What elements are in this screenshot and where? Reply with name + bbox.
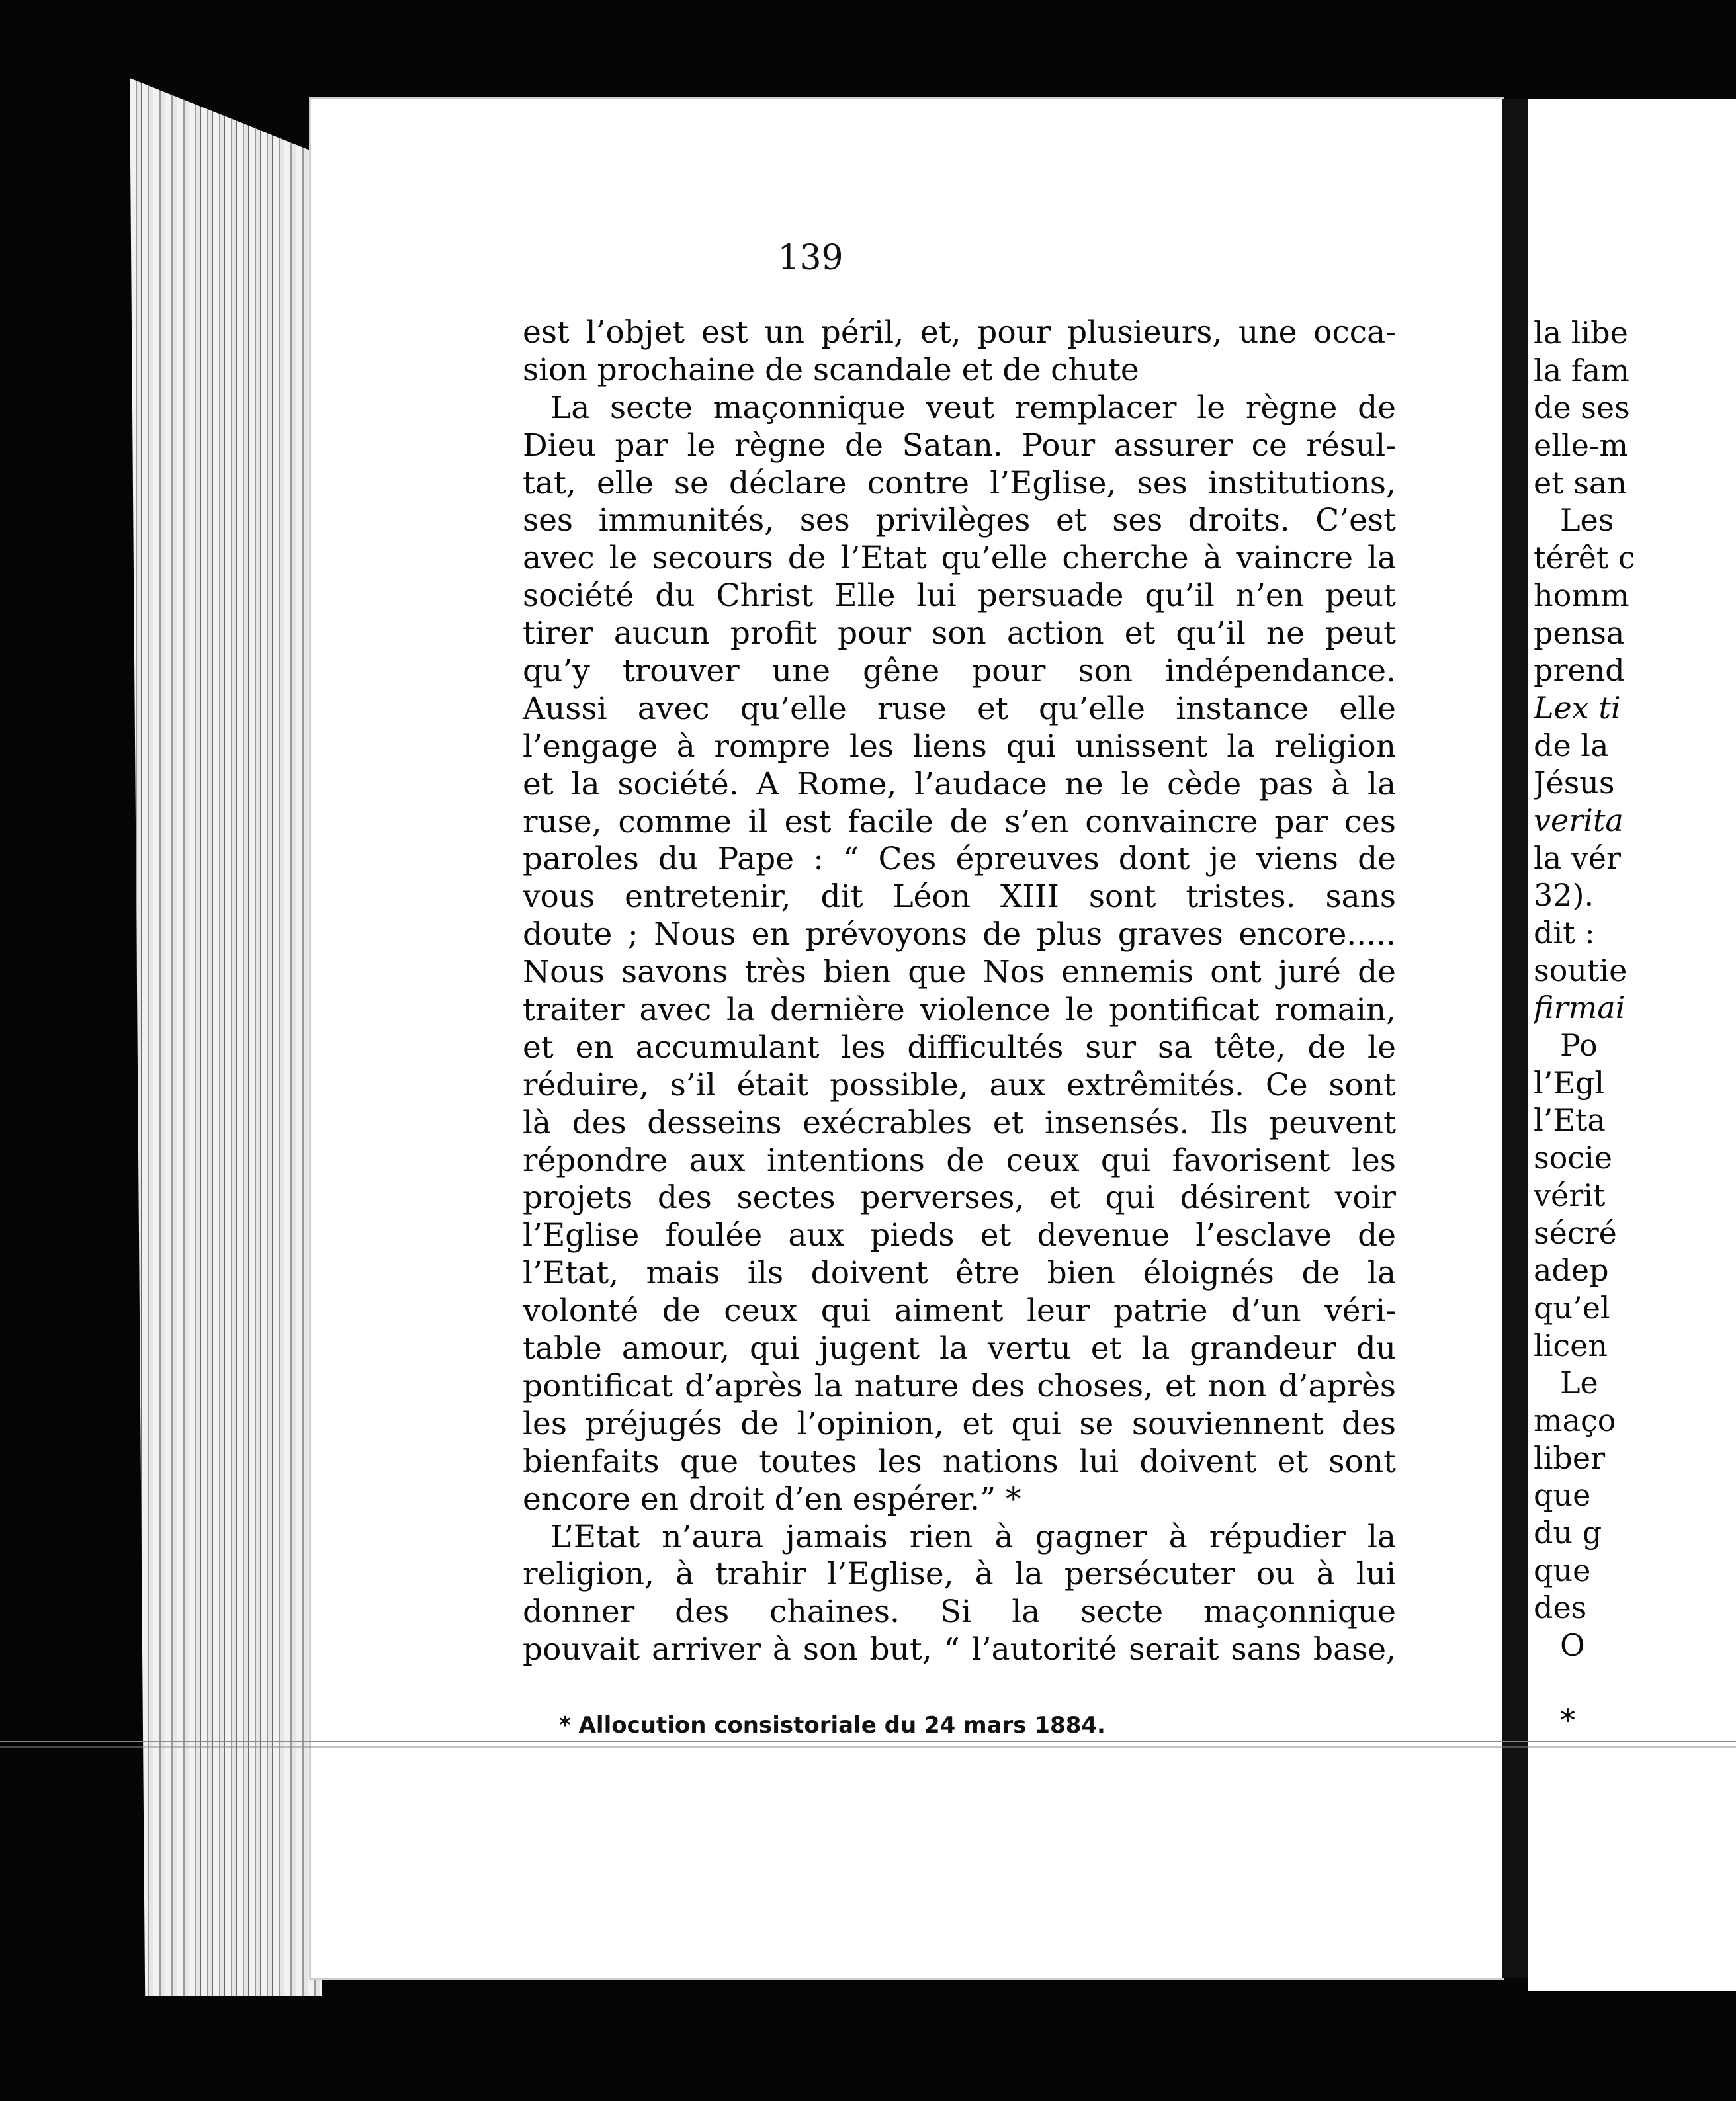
facing-text-line: des: [1534, 1590, 1587, 1626]
text-line: projets des sectes perverses, et qui désirent voir: [523, 1179, 1396, 1217]
text-line: réduire, s’il était possible, aux extrêmités. Ce sont: [523, 1066, 1396, 1103]
text-line: l’engage à rompre les liens qui unissent la religion: [523, 728, 1396, 765]
page-number: 139: [777, 238, 844, 278]
text-line: ruse, comme il est facile de s’en convaincre par ces: [523, 803, 1396, 840]
text-line: doute ; Nous en prévoyons de plus graves encore.....: [523, 916, 1396, 953]
facing-text-line: dit :: [1534, 915, 1595, 951]
scan-artifact-line: [0, 1746, 1736, 1748]
facing-text-line: socie: [1534, 1140, 1612, 1176]
text-line: encore en droit d’en espérer.” *: [523, 1480, 1021, 1518]
facing-text-line: 32).: [1534, 877, 1594, 914]
facing-text-line: vérit: [1534, 1177, 1606, 1213]
facing-text-line: maço: [1534, 1402, 1616, 1438]
facing-text-line: adep: [1534, 1252, 1609, 1289]
facing-text-line: que: [1534, 1552, 1591, 1588]
book-page: [311, 99, 1502, 1978]
text-line: La secte maçonnique veut remplacer le règne de: [550, 389, 1396, 426]
facing-text-line: [1534, 1664, 1736, 1702]
text-line: et en accumulant les difficultés sur sa tête, de le: [523, 1029, 1396, 1066]
text-line: répondre aux intentions de ceux qui favorisent les: [523, 1142, 1396, 1179]
facing-text-line: sécré: [1534, 1215, 1617, 1251]
text-line: donner des chaines. Si la secte maçonnique: [523, 1594, 1396, 1631]
scan-artifact-line: [0, 1741, 1736, 1742]
text-line: tirer aucun profit pour son action et qu’il ne peut: [523, 615, 1396, 652]
facing-text-line: O: [1560, 1627, 1585, 1664]
facing-text-line: l’Egl: [1534, 1064, 1605, 1101]
facing-text-line: Lex ti: [1534, 689, 1621, 726]
facing-text-line: firmai: [1534, 990, 1626, 1026]
text-line: L’Etat n’aura jamais rien à gagner à répudier la: [550, 1518, 1396, 1555]
text-line: l’Etat, mais ils doivent être bien éloignés de la: [523, 1255, 1396, 1292]
text-line: paroles du Pape : “ Ces épreuves dont je viens de: [523, 841, 1396, 878]
text-line: l’Eglise foulée aux pieds et devenue l’esclave de: [523, 1217, 1396, 1254]
facing-text-line: liber: [1534, 1439, 1606, 1476]
text-line: pontificat d’après la nature des choses, et non d’après: [523, 1367, 1396, 1404]
facing-text-line: Po: [1560, 1027, 1598, 1064]
text-line: société du Christ Elle lui persuade qu’il n’en peut: [523, 578, 1396, 615]
text-line: religion, à trahir l’Eglise, à la persécuter ou à lui: [523, 1556, 1396, 1593]
text-line: Aussi avec qu’elle ruse et qu’elle instance elle: [523, 690, 1396, 727]
text-line: Dieu par le règne de Satan. Pour assurer ce résul-: [523, 427, 1396, 464]
facing-text-line: qu’el: [1534, 1289, 1610, 1326]
facing-text-line: Jésus: [1534, 765, 1615, 801]
facing-text-line: térêt c: [1534, 540, 1635, 576]
facing-text-line: la vér: [1534, 839, 1621, 876]
facing-text-line: Les: [1560, 502, 1614, 538]
text-line: bienfaits que toutes les nations lui doivent et sont: [523, 1443, 1396, 1480]
text-line: vous entretenir, dit Léon XIII sont tristes. sans: [523, 879, 1396, 916]
facing-text-line: la fam: [1534, 352, 1629, 388]
facing-text-line: la libe: [1534, 315, 1628, 351]
facing-text-line: et san: [1534, 464, 1627, 501]
facing-text-line: que: [1534, 1477, 1591, 1514]
facing-text-line: verita: [1534, 802, 1624, 838]
facing-text-line: homm: [1534, 577, 1629, 613]
facing-text-line: pensa: [1534, 615, 1625, 651]
text-line: Nous savons très bien que Nos ennemis ont juré de: [523, 954, 1396, 991]
facing-page-text: [1534, 314, 1736, 1739]
facing-text-line: licen: [1534, 1327, 1608, 1363]
facing-text-line: elle-m: [1534, 427, 1629, 464]
text-line: traiter avec la dernière violence le pontificat romain,: [523, 992, 1396, 1029]
text-line: et la société. A Rome, l’audace ne le cède pas à la: [523, 765, 1396, 802]
facing-text-line: prend: [1534, 652, 1625, 689]
book-gutter: [1502, 99, 1528, 1978]
text-line: ses immunités, ses privilèges et ses droits. C’est: [523, 502, 1396, 539]
facing-text-line: Le: [1560, 1365, 1598, 1401]
facing-text-line: de la: [1534, 727, 1609, 763]
facing-text-line: l’Eta: [1534, 1102, 1606, 1138]
footnote: * Allocution consistoriale du 24 mars 1884.: [559, 1712, 1106, 1738]
facing-text-line: de ses: [1534, 390, 1630, 426]
text-line: pouvait arriver à son but, “ l’autorité serait sans base,: [523, 1631, 1396, 1668]
facing-text-line: *: [1560, 1702, 1575, 1738]
body-text: [523, 314, 1396, 1669]
text-line: est l’objet est un péril, et, pour plusieurs, une occa-: [523, 314, 1396, 351]
text-line: qu’y trouver une gêne pour son indépendance.: [523, 653, 1396, 690]
facing-text-line: du g: [1534, 1515, 1602, 1551]
facing-text-line: soutie: [1534, 952, 1628, 988]
book-page-edges: [130, 78, 322, 1996]
text-line: là des desseins exécrables et insensés. Ils peuvent: [523, 1104, 1396, 1141]
text-line: avec le secours de l’Etat qu’elle cherche à vaincre la: [523, 540, 1396, 577]
text-line: tat, elle se déclare contre l’Eglise, ses institutions,: [523, 464, 1396, 501]
text-line: les préjugés de l’opinion, et qui se souviennent des: [523, 1405, 1396, 1442]
text-line: table amour, qui jugent la vertu et la grandeur du: [523, 1330, 1396, 1367]
text-line: sion prochaine de scandale et de chute: [523, 351, 1139, 388]
text-line: volonté de ceux qui aiment leur patrie d’un véri-: [523, 1293, 1396, 1330]
